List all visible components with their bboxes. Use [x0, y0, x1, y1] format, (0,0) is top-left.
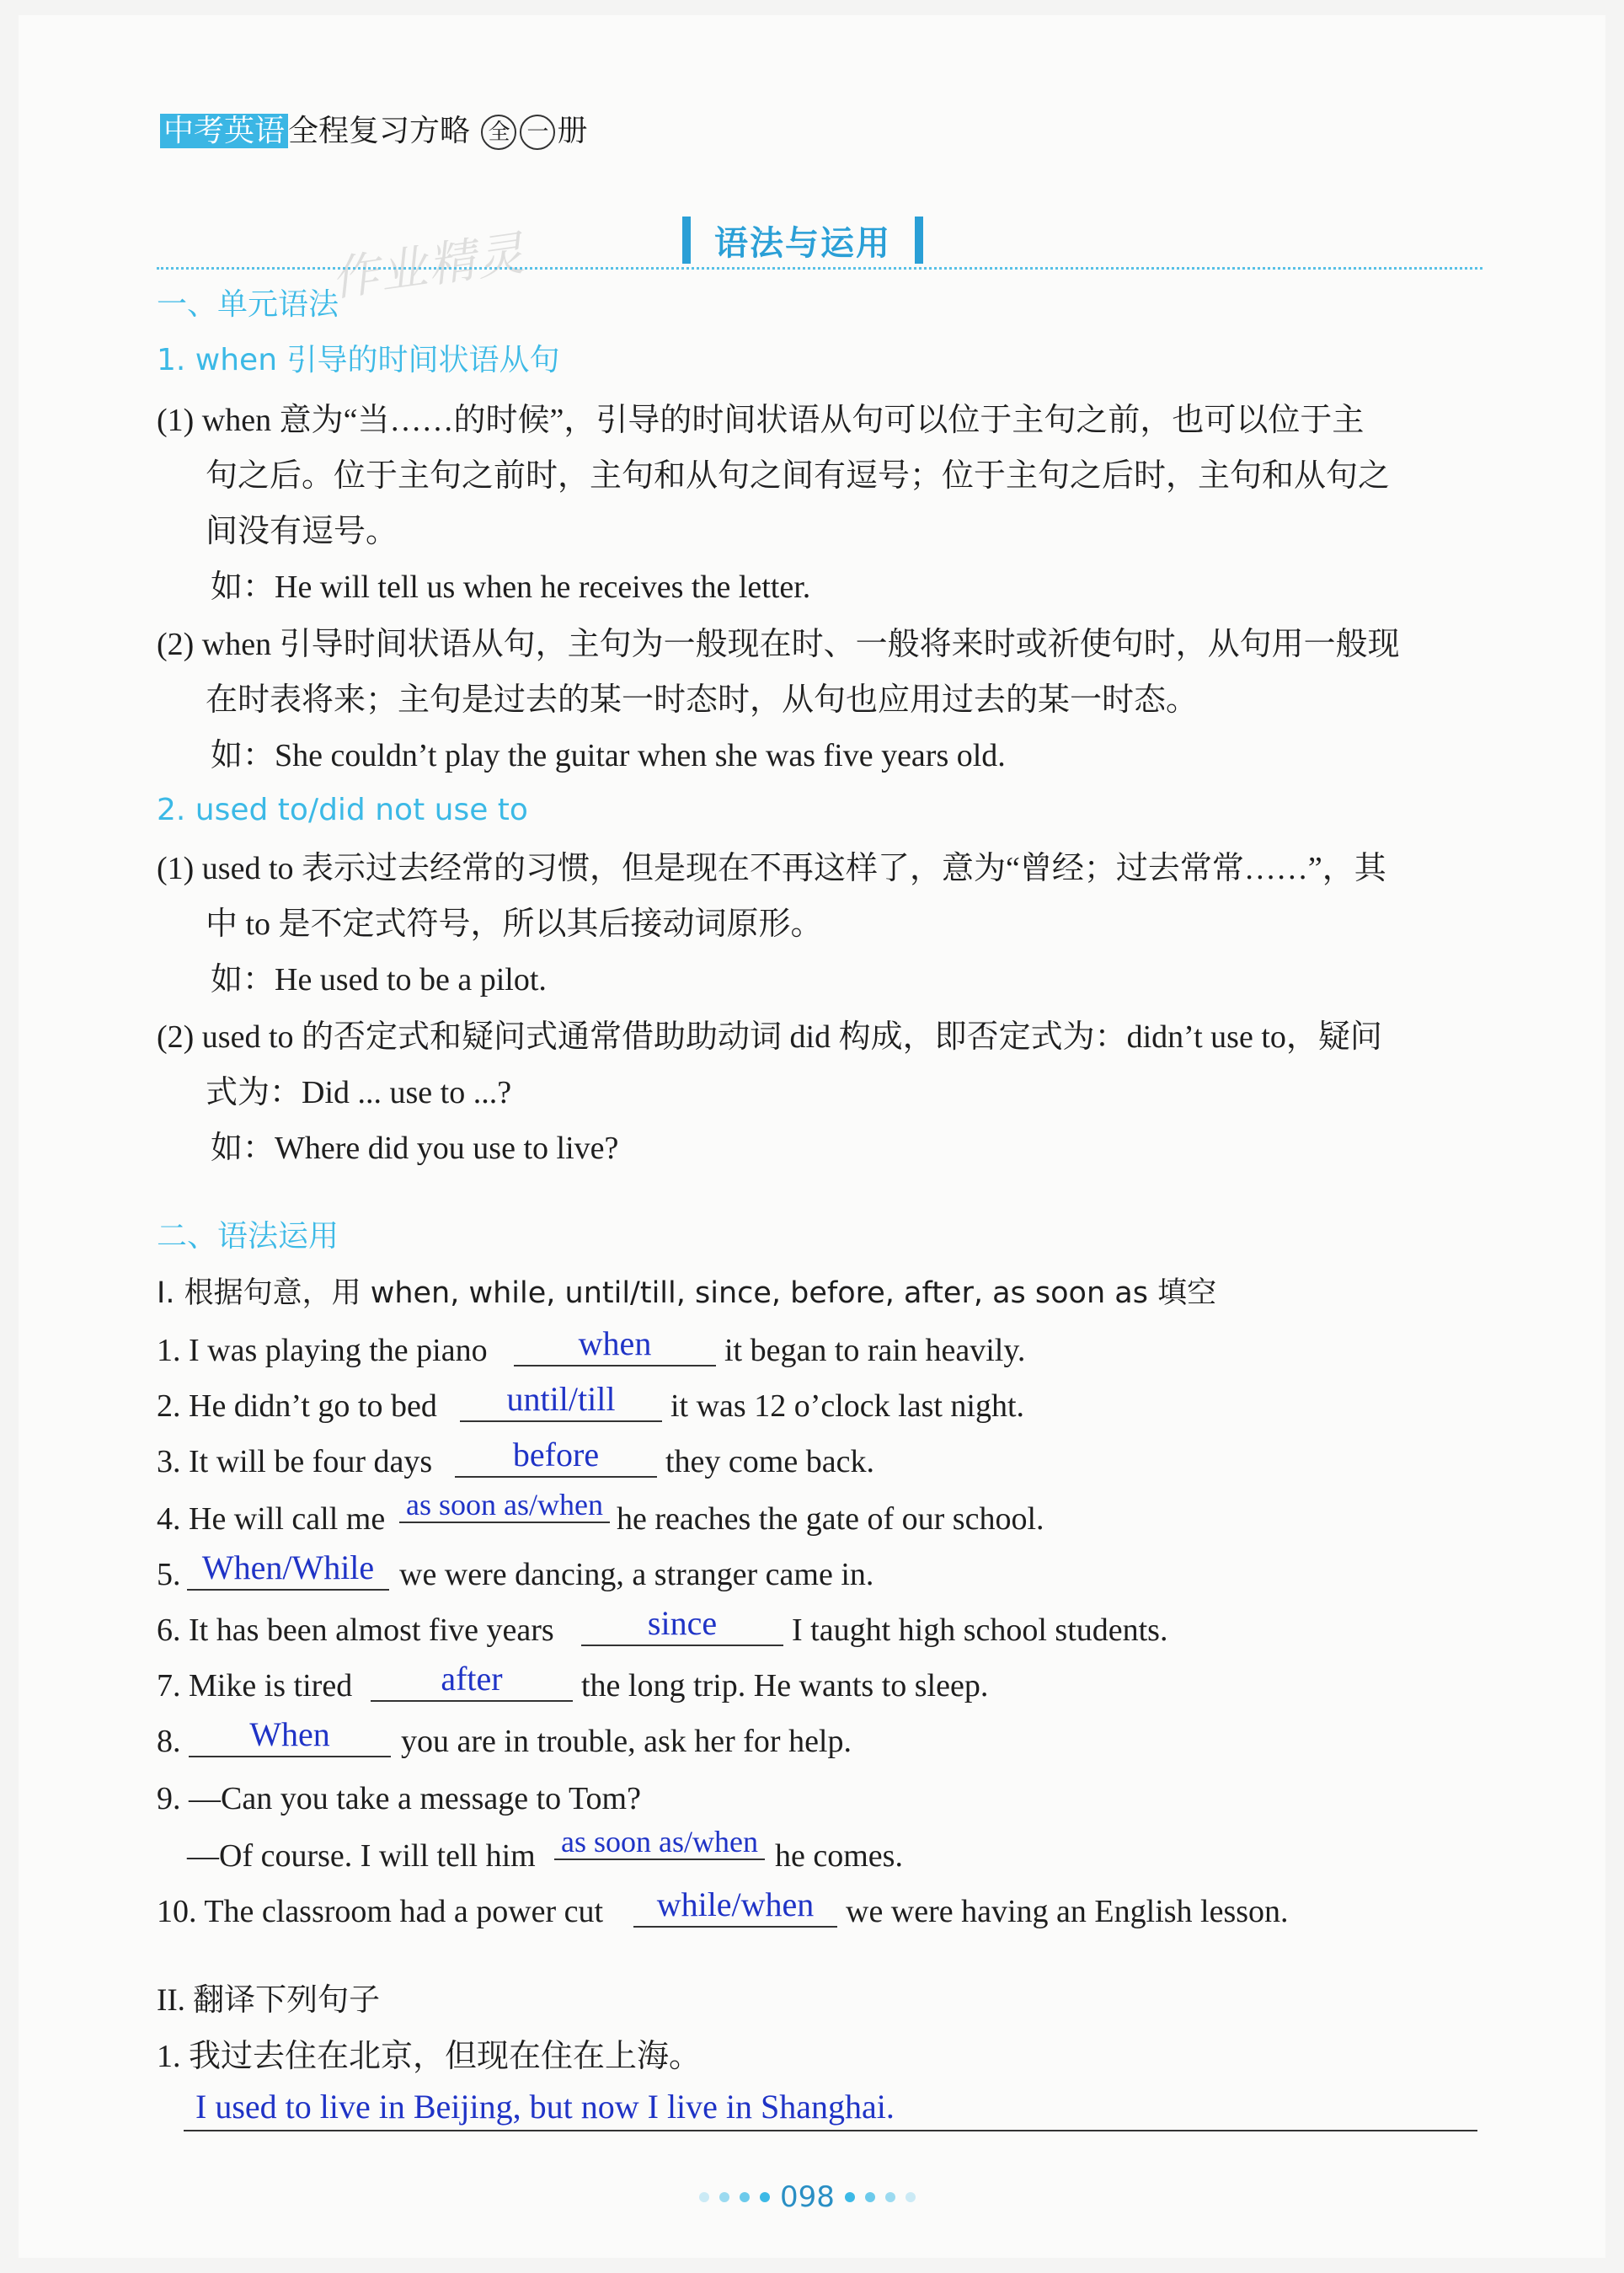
section-title-left-bar	[682, 217, 691, 264]
section-divider	[157, 267, 1482, 270]
pager-dot-icon	[699, 2192, 709, 2202]
ex1-item9-reply-after: he comes.	[775, 1838, 903, 1874]
page-number-indicator	[699, 2180, 916, 2214]
section-title	[682, 214, 923, 266]
sub2-rule1-line1: (1) used to 表示过去经常的习惯，但是现在不再这样了，意为“曾经；过去常常……”，其	[157, 851, 1386, 886]
volume-char-circled-1: 全	[481, 115, 516, 150]
part2-heading: 二、语法运用	[157, 1219, 339, 1254]
pager-dot-icon	[740, 2192, 750, 2202]
sub2-rule1-line2: 中 to 是不定式符号，所以其后接动词原形。	[206, 907, 823, 942]
sub2-rule2-line1: (2) used to 的否定式和疑问式通常借助助动词 did 构成，即否定式为：didn’t use to，疑问	[157, 1019, 1382, 1055]
ex1-item5-before: 5.	[157, 1557, 181, 1592]
ex1-item4-answer: as soon as/when	[399, 1488, 610, 1523]
sub1-example1: 如：He will tell us when he receives the letter.	[211, 570, 811, 605]
ex1-item3-answer: before	[455, 1434, 657, 1478]
ex1-item10-before: 10. The classroom had a power cut	[157, 1894, 604, 1929]
section-title-text: 语法与运用	[714, 223, 891, 263]
ex1-item6-answer: since	[581, 1602, 783, 1646]
series-rest: 全程复习方略	[288, 114, 471, 148]
exercise2-q1: 1. 我过去住在北京，但现在住在上海。	[157, 2039, 702, 2074]
pager-dot-icon	[865, 2192, 875, 2202]
pager-dot-icon	[905, 2192, 916, 2202]
page-number: 098	[780, 2180, 835, 2214]
pager-dot-icon	[845, 2192, 855, 2202]
ex1-item2-after: it was 12 o’clock last night.	[670, 1388, 1025, 1424]
sub1-rule1-line3: 间没有逗号。	[206, 514, 398, 549]
ex1-item10-answer: while/when	[633, 1884, 837, 1928]
ex1-item9-answer: as soon as/when	[554, 1825, 765, 1860]
sub2-example1: 如：He used to be a pilot.	[211, 962, 547, 997]
ex1-item9-reply-before: —Of course. I will tell him	[187, 1838, 536, 1874]
series-highlight: 中考英语	[160, 114, 288, 148]
ex1-item4-after: he reaches the gate of our school.	[617, 1501, 1044, 1537]
sub1-rule1-line2: 句之后。位于主句之前时，主句和从句之间有逗号；位于主句之后时，主句和从句之	[206, 458, 1391, 494]
ex1-item1-answer: when	[514, 1323, 716, 1366]
ex1-item7-after: the long trip. He wants to sleep.	[581, 1668, 989, 1703]
exercise2-a1: I used to live in Beijing, but now I live in Shanghai.	[184, 2084, 1477, 2131]
ex1-item5-after: we were dancing, a stranger came in.	[399, 1557, 874, 1592]
ex1-item6-after: I taught high school students.	[792, 1612, 1168, 1648]
section-title-right-bar	[915, 217, 923, 264]
ex1-item3-after: they come back.	[665, 1444, 874, 1479]
ex1-item8-answer: When	[189, 1714, 391, 1757]
ex1-item5-answer: When/While	[187, 1547, 389, 1591]
exercise1-instruction: I. 根据句意，用 when, while, until/till, since, before, after, as soon as 填空	[157, 1276, 1217, 1310]
ex1-item2-before: 2. He didn’t go to bed	[157, 1388, 437, 1424]
ex1-item1-before: 1. I was playing the piano	[157, 1333, 488, 1368]
ex1-item6-before: 6. It has been almost five years	[157, 1612, 554, 1648]
ex1-item9-question: 9. —Can you take a message to Tom?	[157, 1781, 641, 1816]
sub1-rule1-line1: (1) when 意为“当……的时候”，引导的时间状语从句可以位于主句之前，也可以位于主	[157, 403, 1365, 438]
sub1-rule2-line2: 在时表将来；主句是过去的某一时态时，从句也应用过去的某一时态。	[206, 682, 1199, 718]
exercise2-instruction: II. 翻译下列句子	[157, 1983, 381, 2018]
pager-dot-icon	[719, 2192, 729, 2202]
sub1-heading: 1. when 引导的时间状语从句	[157, 343, 560, 377]
pager-dot-icon	[885, 2192, 895, 2202]
sub1-rule2-line1: (2) when 引导时间状语从句，主句为一般现在时、一般将来时或祈使句时，从句用一般现	[157, 627, 1400, 662]
ex1-item1-after: it began to rain heavily.	[724, 1333, 1026, 1368]
sub1-example2: 如：She couldn’t play the guitar when she was five years old.	[211, 738, 1006, 773]
watermark: 作业精灵	[328, 226, 530, 308]
sub2-heading: 2. used to/did not use to	[157, 793, 528, 827]
ex1-item10-after: we were having an English lesson.	[846, 1894, 1289, 1929]
ex1-item8-after: you are in trouble, ask her for help.	[401, 1724, 852, 1759]
ex1-item7-before: 7. Mike is tired	[157, 1668, 353, 1703]
ex1-item3-before: 3. It will be four days	[157, 1444, 433, 1479]
ex1-item2-answer: until/till	[460, 1378, 662, 1422]
sub2-rule2-line2: 式为：Did ... use to ...?	[206, 1075, 512, 1110]
ex1-item8-before: 8.	[157, 1724, 181, 1759]
ex1-item4-before: 4. He will call me	[157, 1501, 386, 1537]
ex1-item7-answer: after	[371, 1658, 573, 1702]
part1-heading: 一、单元语法	[157, 287, 339, 322]
book-series-title	[160, 113, 588, 150]
sub2-example2: 如：Where did you use to live?	[211, 1131, 619, 1166]
pager-dot-icon	[760, 2192, 770, 2202]
volume-char-circled-2: 一	[520, 115, 555, 150]
volume-char-3: 册	[557, 114, 588, 148]
